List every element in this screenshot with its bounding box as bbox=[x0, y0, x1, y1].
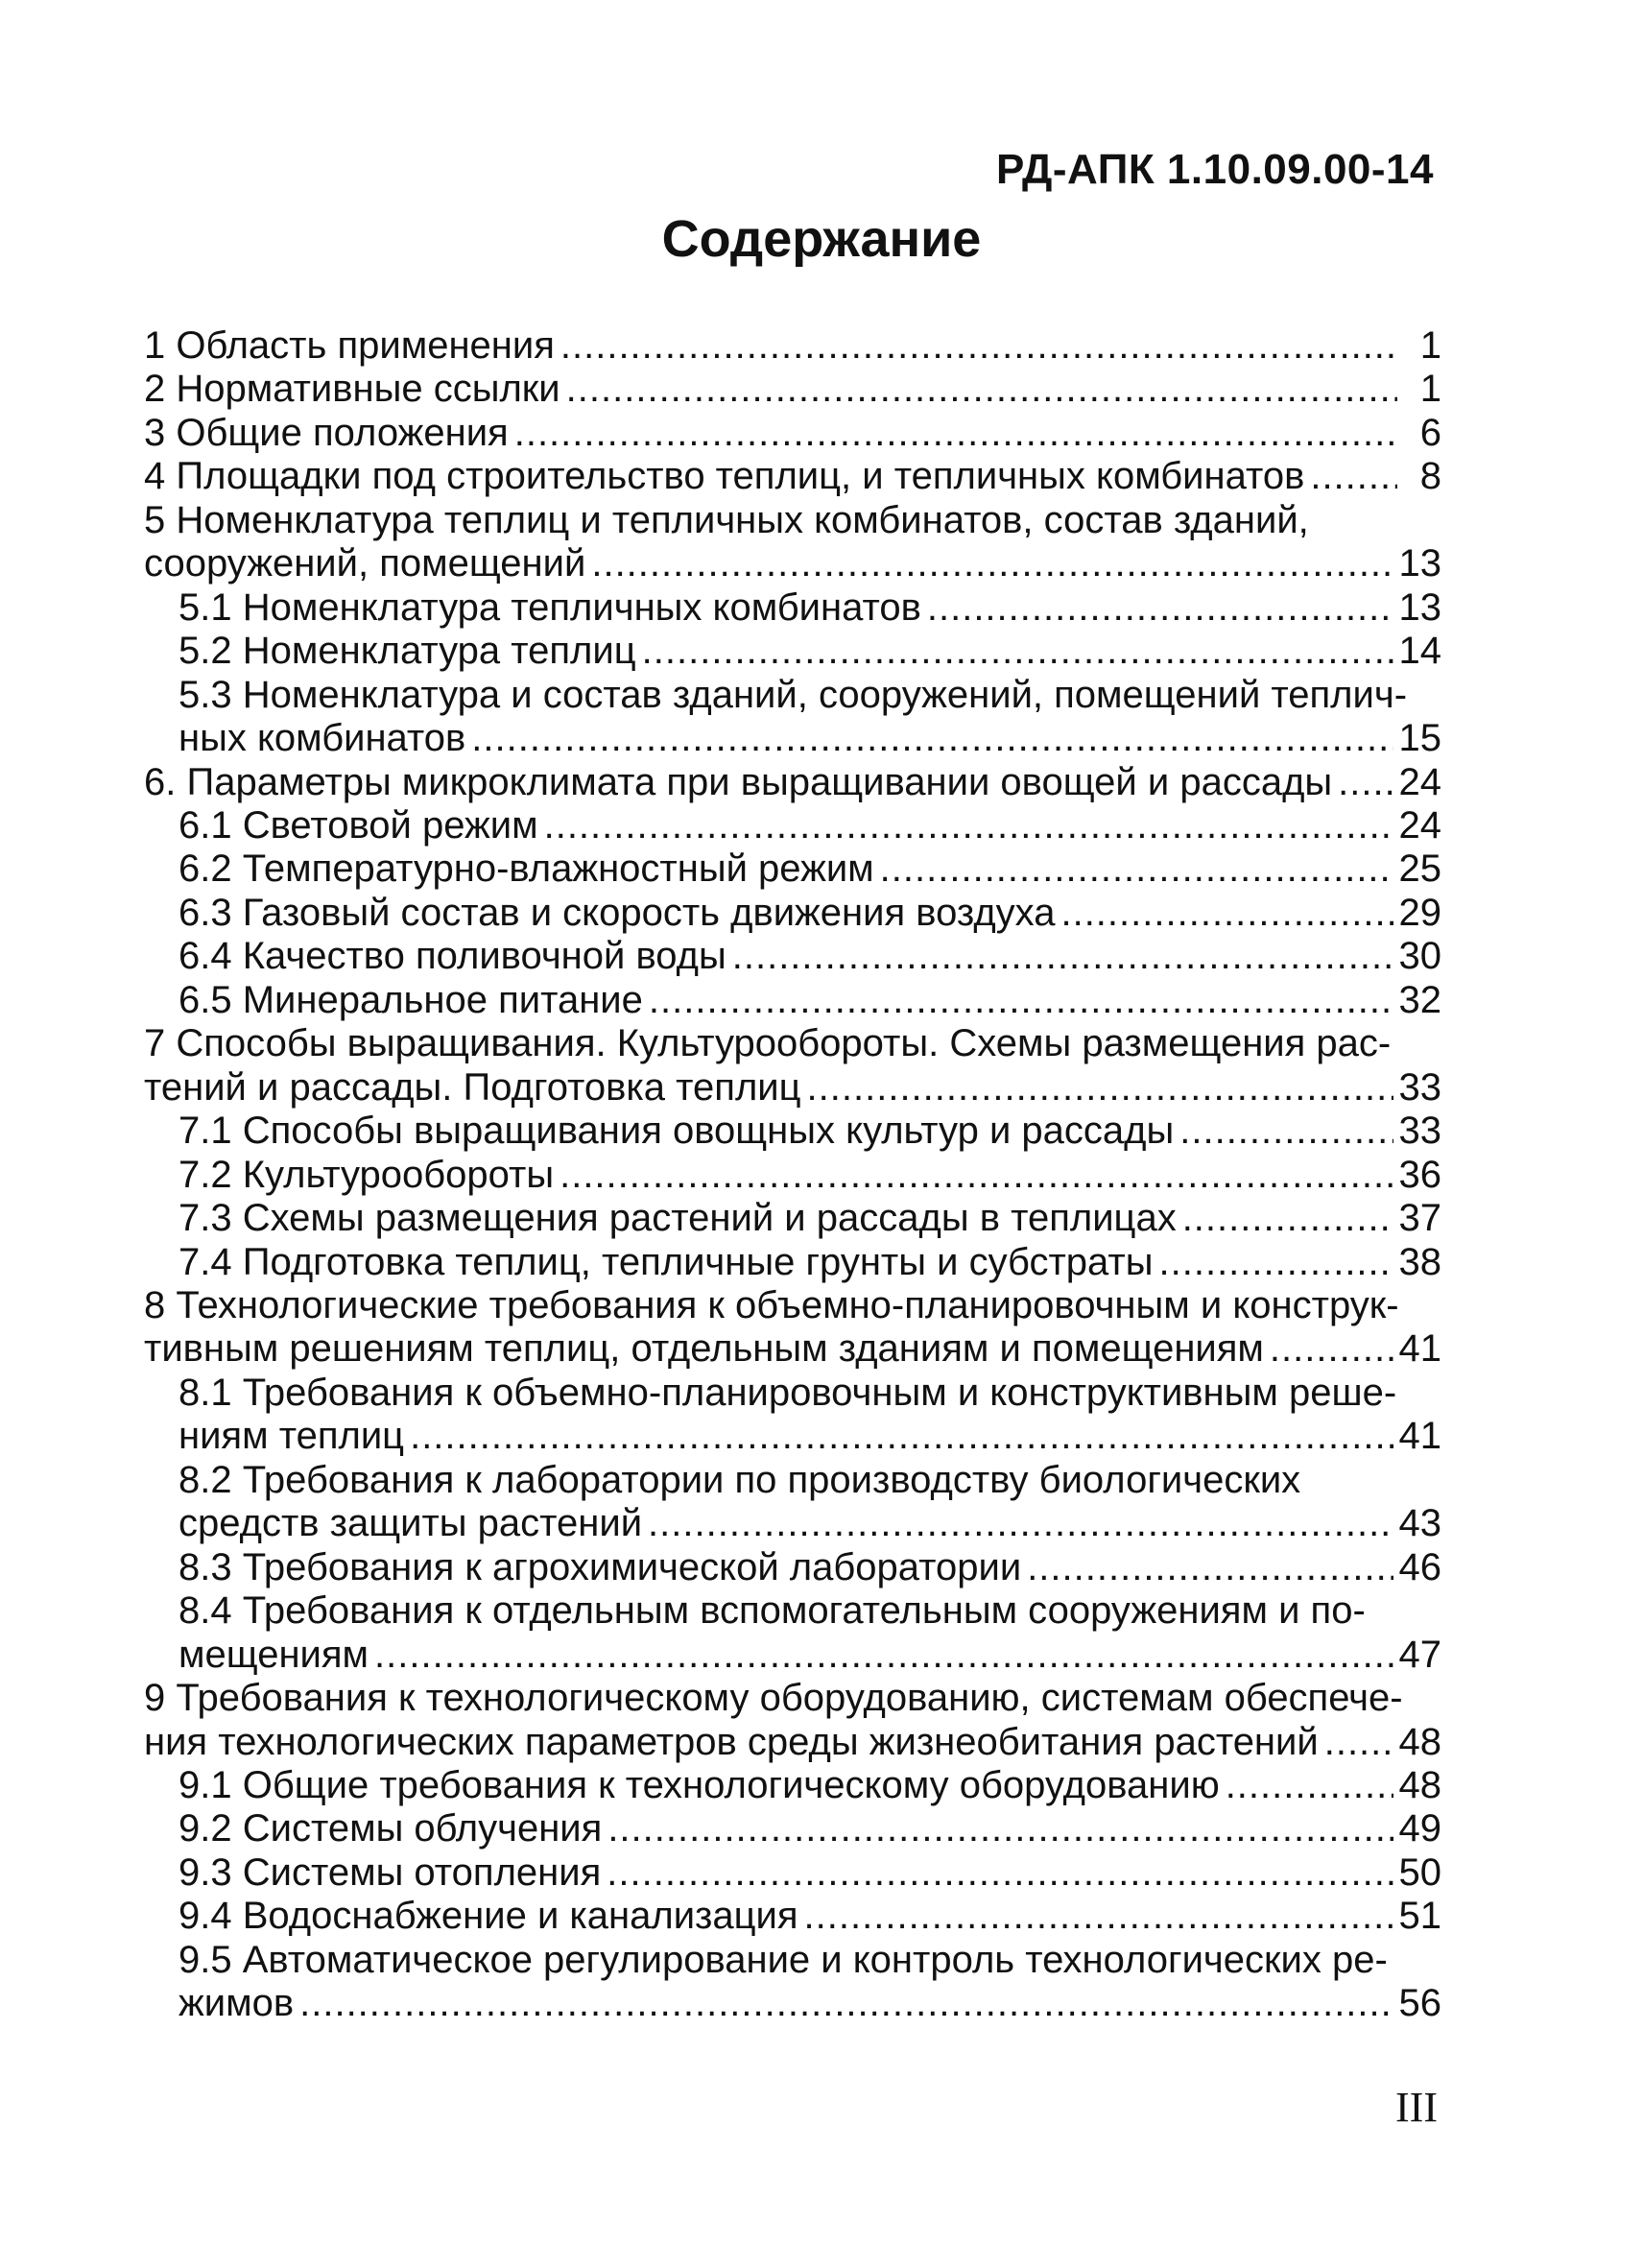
toc-entry-row bbox=[144, 761, 1441, 804]
toc-entry-row bbox=[179, 892, 1441, 935]
toc-entry[interactable] bbox=[144, 674, 1441, 761]
toc-entry-row bbox=[179, 804, 1441, 848]
toc-entry-page: 32 bbox=[1398, 978, 1441, 1021]
toc-entry-title: 9.2 Системы облучения bbox=[179, 1807, 603, 1850]
toc-entry-line: 8.1 Требования к объемно-планировочным и конструктивным реше- bbox=[179, 1371, 1397, 1414]
toc-entry-page: 36 bbox=[1398, 1153, 1441, 1196]
table-of-contents bbox=[144, 324, 1441, 2026]
toc-entry-line: 8 Технологические требования к объемно-планировочным и конструк- bbox=[144, 1283, 1399, 1326]
dot-leader bbox=[1324, 1721, 1393, 1764]
dot-leader bbox=[1179, 1110, 1393, 1153]
toc-entry-title: 4 Площадки под строительство теплиц, и тепличных комбинатов bbox=[144, 455, 1305, 498]
page-title: Содержание bbox=[661, 210, 982, 268]
dot-leader bbox=[299, 1982, 1393, 2025]
dot-leader bbox=[927, 586, 1393, 630]
toc-entry[interactable] bbox=[144, 1677, 1441, 1764]
dot-leader bbox=[732, 935, 1393, 978]
toc-entry-row bbox=[144, 368, 1441, 411]
toc-entry-row bbox=[179, 630, 1441, 673]
dot-leader bbox=[1270, 1327, 1393, 1371]
toc-entry-title: ниям теплиц bbox=[179, 1415, 405, 1458]
toc-entry[interactable] bbox=[144, 499, 1441, 586]
toc-entry-page: 30 bbox=[1398, 935, 1441, 978]
toc-entry-title: средств защиты растений bbox=[179, 1502, 643, 1545]
toc-entry-line: 8.4 Требования к отдельным вспомогательным сооружениям и по- bbox=[179, 1589, 1366, 1633]
toc-entry-title: 7.1 Способы выращивания овощных культур и рассады bbox=[179, 1110, 1175, 1153]
toc-entry-page: 38 bbox=[1398, 1240, 1441, 1283]
toc-entry-line: 5 Номенклатура теплиц и тепличных комбинатов, состав зданий, bbox=[144, 498, 1309, 541]
toc-entry-page: 24 bbox=[1398, 803, 1441, 847]
toc-entry-row bbox=[179, 1154, 1441, 1197]
toc-entry-row bbox=[179, 1110, 1441, 1153]
toc-entry-title: 8.3 Требования к агрохимической лаборатории bbox=[179, 1545, 1022, 1588]
toc-entry-row bbox=[179, 1764, 1441, 1807]
dot-leader bbox=[1338, 761, 1393, 804]
toc-entry-row bbox=[144, 542, 1441, 585]
toc-entry-row bbox=[144, 324, 1441, 368]
dot-leader bbox=[410, 1415, 1393, 1458]
toc-entry-page: 50 bbox=[1398, 1850, 1441, 1894]
dot-leader bbox=[607, 1851, 1393, 1895]
toc-entry-line: 9.5 Автоматическое регулирование и контроль технологических ре- bbox=[179, 1938, 1388, 1981]
toc-entry[interactable] bbox=[144, 1022, 1441, 1110]
dot-leader bbox=[514, 412, 1397, 455]
document-code: РД-АПК 1.10.09.00-14 bbox=[995, 146, 1434, 193]
toc-entry[interactable] bbox=[144, 324, 1441, 368]
toc-entry-title: сооружений, помещений bbox=[144, 542, 586, 585]
dot-leader bbox=[1159, 1241, 1393, 1284]
toc-entry[interactable] bbox=[144, 412, 1441, 455]
toc-entry-row bbox=[144, 412, 1441, 455]
toc-entry-title: 6.5 Минеральное питание bbox=[179, 978, 643, 1021]
toc-entry-page: 6 bbox=[1419, 411, 1441, 454]
toc-entry-title: 6.2 Температурно-влажностный режим bbox=[179, 848, 874, 891]
toc-entry-page: 56 bbox=[1398, 1982, 1441, 2025]
toc-entry[interactable] bbox=[144, 586, 1441, 630]
toc-entry[interactable] bbox=[144, 1807, 1441, 1850]
dot-leader bbox=[1182, 1197, 1393, 1240]
dot-leader bbox=[1226, 1764, 1393, 1807]
toc-entry[interactable] bbox=[144, 935, 1441, 978]
toc-entry-row bbox=[179, 979, 1441, 1022]
toc-entry-row bbox=[144, 1721, 1441, 1764]
toc-entry-page: 41 bbox=[1398, 1415, 1441, 1458]
dot-leader bbox=[471, 717, 1393, 760]
toc-entry-page: 41 bbox=[1398, 1327, 1441, 1371]
toc-entry-row bbox=[179, 1197, 1441, 1240]
toc-entry-page: 25 bbox=[1398, 848, 1441, 891]
toc-entry-title: ных комбинатов bbox=[179, 717, 466, 760]
toc-entry-page: 49 bbox=[1398, 1807, 1441, 1850]
toc-entry-title: 5.1 Номенклатура тепличных комбинатов bbox=[179, 585, 921, 629]
dot-leader bbox=[642, 630, 1393, 673]
toc-entry-page: 1 bbox=[1419, 324, 1441, 367]
toc-entry[interactable] bbox=[144, 1764, 1441, 1807]
toc-entry-row bbox=[179, 1415, 1441, 1458]
toc-entry[interactable] bbox=[144, 761, 1441, 804]
toc-entry-row bbox=[144, 455, 1441, 498]
toc-entry-page: 33 bbox=[1398, 1065, 1441, 1109]
dot-leader bbox=[1060, 892, 1393, 935]
toc-entry-page: 29 bbox=[1398, 891, 1441, 934]
toc-entry-title: тивным решениям теплиц, отдельным зданиям и помещениям bbox=[144, 1327, 1264, 1371]
toc-entry-line: 8.2 Требования к лаборатории по производству биологических bbox=[179, 1458, 1301, 1501]
toc-entry[interactable] bbox=[144, 979, 1441, 1022]
toc-entry[interactable] bbox=[144, 1851, 1441, 1895]
dot-leader bbox=[607, 1807, 1393, 1850]
toc-entry-title: 3 Общие положения bbox=[144, 411, 509, 454]
toc-entry-title: 1 Область применения bbox=[144, 324, 555, 367]
toc-entry-title: 7.2 Культурообороты bbox=[179, 1153, 555, 1196]
toc-entry[interactable] bbox=[144, 1154, 1441, 1197]
toc-entry-page: 48 bbox=[1398, 1763, 1441, 1806]
toc-entry-page: 8 bbox=[1419, 455, 1441, 498]
toc-entry-page: 13 bbox=[1398, 542, 1441, 585]
dot-leader bbox=[1310, 455, 1397, 498]
toc-entry-row bbox=[179, 848, 1441, 891]
toc-entry-row bbox=[179, 717, 1441, 760]
toc-entry-page: 43 bbox=[1398, 1502, 1441, 1545]
toc-entry-row bbox=[179, 1634, 1441, 1677]
dot-leader bbox=[880, 848, 1393, 891]
toc-entry[interactable] bbox=[144, 1241, 1441, 1284]
toc-entry-title: 6.4 Качество поливочной воды bbox=[179, 935, 726, 978]
toc-entry-row bbox=[179, 1502, 1441, 1545]
dot-leader bbox=[374, 1634, 1393, 1677]
toc-entry-row bbox=[179, 1807, 1441, 1850]
toc-entry-line: 9 Требования к технологическому оборудованию, системам обеспече- bbox=[144, 1677, 1403, 1720]
page-number: III bbox=[1395, 2084, 1438, 2131]
toc-entry-row bbox=[144, 1066, 1441, 1110]
toc-entry-title: ния технологических параметров среды жизнеобитания растений bbox=[144, 1720, 1319, 1763]
toc-entry-row bbox=[179, 1982, 1441, 2025]
toc-entry-title: 7.3 Схемы размещения растений и рассады в теплицах bbox=[179, 1197, 1177, 1240]
toc-entry[interactable] bbox=[144, 1372, 1441, 1459]
dot-leader bbox=[648, 1502, 1393, 1545]
toc-entry-line: 7 Способы выращивания. Культурообороты. Схемы размещения рас- bbox=[144, 1022, 1392, 1065]
dot-leader bbox=[560, 1154, 1393, 1197]
toc-entry[interactable] bbox=[144, 1546, 1441, 1589]
toc-entry[interactable] bbox=[144, 368, 1441, 411]
toc-entry[interactable] bbox=[144, 892, 1441, 935]
toc-entry-title: 6.3 Газовый состав и скорость движения воздуха bbox=[179, 891, 1056, 934]
toc-entry-page: 24 bbox=[1398, 760, 1441, 803]
toc-entry[interactable] bbox=[144, 848, 1441, 891]
toc-entry[interactable] bbox=[144, 1197, 1441, 1240]
toc-entry[interactable] bbox=[144, 1589, 1441, 1677]
toc-entry-title: 9.4 Водоснабжение и канализация bbox=[179, 1895, 798, 1938]
toc-entry-row bbox=[179, 1241, 1441, 1284]
toc-entry-page: 47 bbox=[1398, 1633, 1441, 1676]
toc-entry-title: 2 Нормативные ссылки bbox=[144, 368, 560, 411]
toc-entry-row bbox=[179, 586, 1441, 630]
toc-entry[interactable] bbox=[144, 1895, 1441, 1938]
dot-leader bbox=[560, 324, 1397, 368]
toc-entry-title: 9.1 Общие требования к технологическому оборудованию bbox=[179, 1763, 1220, 1806]
toc-entry-row bbox=[179, 1546, 1441, 1589]
toc-entry-title: 9.3 Системы отопления bbox=[179, 1850, 602, 1894]
toc-entry[interactable] bbox=[144, 1459, 1441, 1546]
toc-entry-page: 14 bbox=[1398, 630, 1441, 673]
toc-entry-row bbox=[179, 935, 1441, 978]
toc-entry-page: 51 bbox=[1398, 1895, 1441, 1938]
toc-entry-title: мещениям bbox=[179, 1633, 369, 1676]
toc-entry[interactable] bbox=[144, 1284, 1441, 1372]
dot-leader bbox=[1027, 1546, 1393, 1589]
toc-entry-title: 6. Параметры микроклимата при выращивании овощей и рассады bbox=[144, 760, 1333, 803]
toc-entry-page: 33 bbox=[1398, 1110, 1441, 1153]
toc-entry[interactable] bbox=[144, 1939, 1441, 2026]
toc-entry[interactable] bbox=[144, 804, 1441, 848]
dot-leader bbox=[566, 368, 1397, 411]
toc-entry-page: 37 bbox=[1398, 1197, 1441, 1240]
toc-entry[interactable] bbox=[144, 1110, 1441, 1153]
toc-entry-page: 48 bbox=[1398, 1720, 1441, 1763]
dot-leader bbox=[804, 1895, 1393, 1938]
toc-entry-page: 13 bbox=[1398, 585, 1441, 629]
dot-leader bbox=[807, 1066, 1393, 1110]
toc-entry-title: 6.1 Световой режим bbox=[179, 803, 538, 847]
toc-entry-page: 1 bbox=[1419, 368, 1441, 411]
toc-entry[interactable] bbox=[144, 455, 1441, 498]
toc-entry-title: тений и рассады. Подготовка теплиц bbox=[144, 1065, 801, 1109]
toc-entry-line: 5.3 Номенклатура и состав зданий, сооружений, помещений теплич- bbox=[179, 673, 1408, 716]
toc-entry[interactable] bbox=[144, 630, 1441, 673]
toc-entry-row bbox=[144, 1327, 1441, 1371]
dot-leader bbox=[591, 542, 1393, 585]
dot-leader bbox=[649, 979, 1393, 1022]
dot-leader bbox=[544, 804, 1393, 848]
toc-entry-page: 46 bbox=[1398, 1545, 1441, 1588]
toc-entry-title: 7.4 Подготовка теплиц, тепличные грунты и субстраты bbox=[179, 1240, 1154, 1283]
toc-entry-row bbox=[179, 1851, 1441, 1895]
toc-entry-title: 5.2 Номенклатура теплиц bbox=[179, 630, 636, 673]
toc-entry-title: жимов bbox=[179, 1982, 295, 2025]
toc-entry-page: 15 bbox=[1398, 717, 1441, 760]
toc-entry-row bbox=[179, 1895, 1441, 1938]
